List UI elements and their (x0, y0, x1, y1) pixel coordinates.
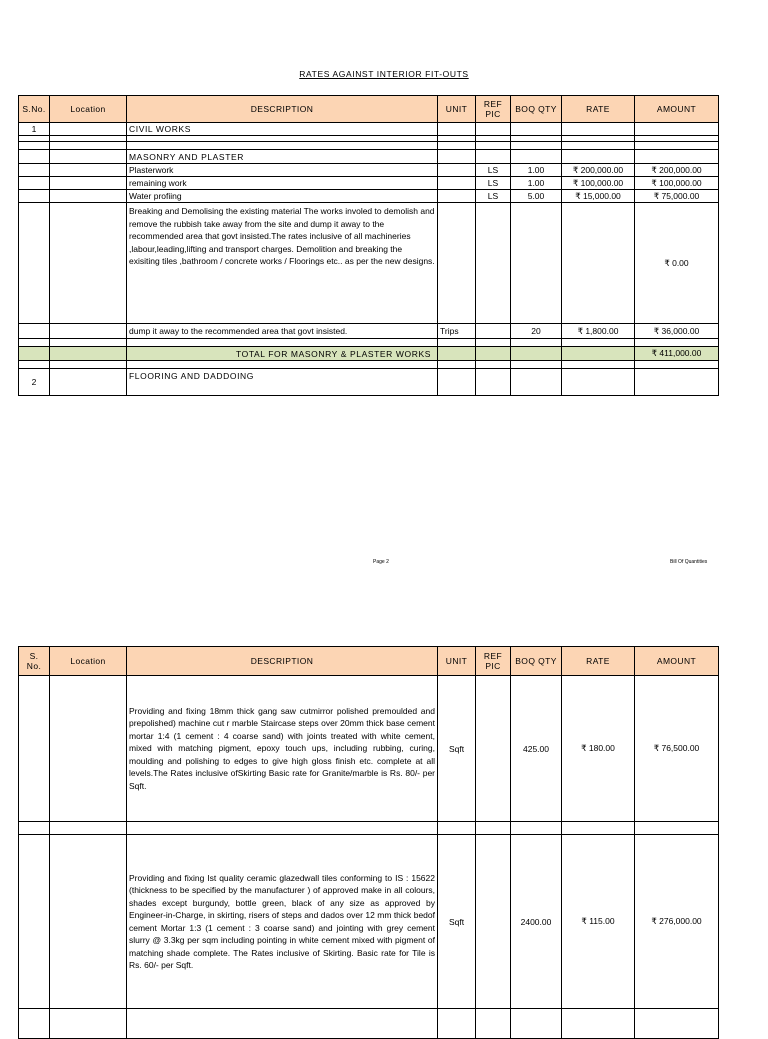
item-qty: 1.00 (511, 177, 562, 190)
total-row (19, 347, 719, 361)
item-amount: ₹ 76,500.00 (635, 676, 719, 822)
item-description: remaining work (127, 177, 438, 190)
subsection-title: MASONRY AND PLASTER (127, 150, 438, 164)
item-amount: ₹ 276,000.00 (635, 835, 719, 1009)
boq-table-page2 (18, 646, 719, 1039)
table-row (19, 164, 719, 177)
header-unit: UNIT (438, 96, 476, 123)
item-qty: 1.00 (511, 164, 562, 177)
item-rate: ₹ 180.00 (562, 676, 635, 822)
table-row (19, 203, 719, 324)
header-rate: RATE (562, 96, 635, 123)
item-description: Water profiing (127, 190, 438, 203)
header-description: DESCRIPTION (127, 647, 438, 676)
total-label: TOTAL FOR MASONRY & PLASTER WORKS (127, 347, 438, 361)
header-amount: AMOUNT (635, 96, 719, 123)
demolish-description: Breaking and Demolising the existing material The works involed to demolish and remove the rubbish take away from the site and dump it away to the recommended area that govt insisted.The rates inclusive of all machineries ,labour,leading,lifting and transport charges. Demolition and breaking the exisiting tiles ,bathroom / concrete works / Floorings etc.. as per the new designs. (127, 203, 438, 324)
item-qty: 2400.00 (511, 835, 562, 1009)
dump-description: dump it away to the recommended area that govt insisted. (127, 324, 438, 339)
table-row (19, 190, 719, 203)
item-ref: LS (476, 177, 511, 190)
item-amount: ₹ 75,000.00 (635, 190, 719, 203)
demolish-amount: ₹ 0.00 (635, 203, 719, 324)
item-rate: ₹ 15,000.00 (562, 190, 635, 203)
header-rate: RATE (562, 647, 635, 676)
table-row (19, 676, 719, 822)
dump-amount: ₹ 36,000.00 (635, 324, 719, 339)
footer-document-name: Bill Of Quantities (670, 559, 708, 565)
section-number: 2 (19, 369, 50, 396)
dump-unit: Trips (438, 324, 476, 339)
table-row (19, 150, 719, 164)
item-rate: ₹ 100,000.00 (562, 177, 635, 190)
header-unit: UNIT (438, 647, 476, 676)
table-row (19, 123, 719, 136)
table-header-row (19, 647, 719, 676)
item-unit: Sqft (438, 676, 476, 822)
item-qty: 425.00 (511, 676, 562, 822)
table-row (19, 324, 719, 339)
item-qty: 5.00 (511, 190, 562, 203)
dump-rate: ₹ 1,800.00 (562, 324, 635, 339)
header-sno: S. No. (19, 647, 50, 676)
item-amount: ₹ 200,000.00 (635, 164, 719, 177)
section-title: FLOORING AND DADDOING (127, 369, 438, 396)
item-rate: ₹ 200,000.00 (562, 164, 635, 177)
header-amount: AMOUNT (635, 647, 719, 676)
total-amount: ₹ 411,000.00 (635, 347, 719, 361)
header-location: Location (50, 96, 127, 123)
header-location: Location (50, 647, 127, 676)
table-header-row (19, 96, 719, 123)
header-ref-pic: REF PIC (476, 96, 511, 123)
table-row (19, 369, 719, 396)
header-ref-pic: REF PIC (476, 647, 511, 676)
item-description: Plasterwork (127, 164, 438, 177)
header-boq-qty: BOQ QTY (511, 96, 562, 123)
item-ref: LS (476, 164, 511, 177)
header-sno: S.No. (19, 96, 50, 123)
section-title: CIVIL WORKS (127, 123, 438, 136)
table-row (19, 835, 719, 1009)
item-unit: Sqft (438, 835, 476, 1009)
footer-page-number: Page 2 (373, 559, 389, 565)
table-row (19, 177, 719, 190)
page-title: RATES AGAINST INTERIOR FIT-OUTS (299, 69, 469, 79)
item-description: Providing and fixing 18mm thick gang saw cutmirror polished premoulded and prepolished) machine cut r marble Staircase steps over 20mm thick base cement mortar 1:4 (1 cement : 4 coarse sand) with joints treated with white cement, mixed with matching pigment, epoxy touch ups, including rubbing, curing, moulding and polishing to edges to give high gloss finish etc. complete at all levels.The Rates inclusive ofSkirting Basic rate for Granite/marble is Rs. 80/- per Sqft. (127, 676, 438, 822)
boq-table-page1 (18, 95, 719, 396)
header-description: DESCRIPTION (127, 96, 438, 123)
header-boq-qty: BOQ QTY (511, 647, 562, 676)
section-number: 1 (19, 123, 50, 136)
item-rate: ₹ 115.00 (562, 835, 635, 1009)
dump-qty: 20 (511, 324, 562, 339)
item-description: Providing and fixing Ist quality ceramic glazedwall tiles conforming to IS : 15622 (thickness to be specified by the manufacturer ) of approved make in all colours, shades except burgundy, bottle green, black of any size as approved by Engineer-in-Charge, in skirting, risers of steps and dados over 12 mm thick bedof cement Mortar 1:3 (1 cement : 3 coarse sand) and jointing with grey cement slurry @ 3.3kg per sqm including pointing in white cement mixed with pigment of matching shade complete. The Rates inclusive of Skirting. Basic rate for Tile is Rs. 60/- per Sqft. (127, 835, 438, 1009)
item-ref: LS (476, 190, 511, 203)
item-amount: ₹ 100,000.00 (635, 177, 719, 190)
